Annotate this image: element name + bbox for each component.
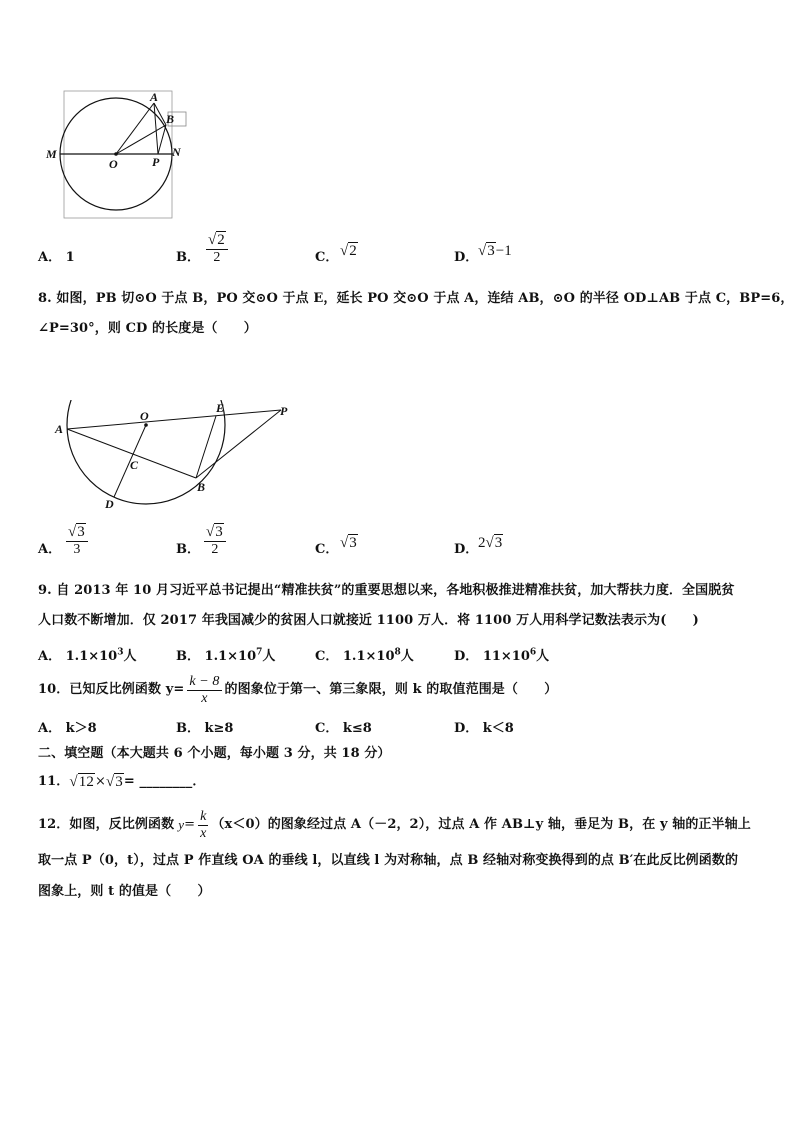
q10-prefix: 10．已知反比例函数 y= [38, 682, 185, 697]
q8-stem-line2: ∠P=30°，则 CD 的长度是（ ） [38, 321, 257, 336]
q12-line1-y: y [178, 817, 185, 832]
figure-q8 [50, 400, 300, 515]
figure-q8-label-e: E [216, 401, 225, 415]
q8-option-b-frac: $\frac{√3}{2}$ [204, 524, 226, 558]
q8-stem-line1: 8. 如图，PB 切⊙O 于点 B，PO 交⊙O 于点 E，延长 PO 交⊙O 于点 A，连结 AB，⊙O 的半径 OD⊥AB 于点 C，BP=6， [38, 291, 794, 306]
figure-q8-line-eb [196, 416, 216, 478]
q7-options [38, 232, 778, 276]
q8-option-c-value: √3 [340, 535, 357, 551]
q7-option-a: A． 1 [38, 250, 75, 265]
figure-q8-label-p: P [280, 404, 288, 418]
figure-q7-label-a: A [150, 90, 159, 104]
figure-q8-line-ap [67, 410, 281, 429]
q11-stem [38, 772, 205, 792]
figure-q8-label-b: B [197, 480, 206, 494]
q9-options [38, 645, 778, 665]
q12-line2: 取一点 P（0，t），过点 P 作直线 OA 的垂线 l，以直线 l 为对称轴，点 B 经轴对称变换得到的点 B′在此反比例函数的 [38, 853, 739, 868]
q11-prefix: 11． [38, 774, 70, 789]
q9-option-c: C． $1.1\times 10^8$人 [315, 647, 414, 664]
q8-option-a-letter: A． [38, 542, 62, 557]
figure-q7-label-n: N [172, 145, 181, 159]
q9-stem-line2: 人口数不断增加．仅 2017 年我国减少的贫困人口就接近 1100 万人．将 1100 万人用科学记数法表示为( ) [38, 613, 699, 628]
q10-option-c: C． k≤8 [315, 721, 372, 736]
q8-options [38, 523, 778, 567]
q9-option-a: A． $1.1\times 10^3$人 [38, 647, 137, 664]
q10-options [38, 717, 778, 737]
figure-q8-label-d: D [105, 497, 114, 511]
q8-option-c-letter: C． [315, 542, 339, 557]
q7-option-d-letter: D． [454, 250, 479, 265]
figure-q7-label-m: M [46, 147, 57, 161]
q11-times: × [94, 774, 106, 789]
q8-option-b-letter: B． [176, 542, 200, 557]
figure-q7-label-o: O [109, 157, 118, 171]
q11-sqrt-3: √3 [105, 774, 123, 790]
q7-option-b-frac: $\frac{√2}{2}$ [206, 232, 228, 266]
q11-sqrt-12: √12 [69, 774, 94, 790]
figure-q7-line-oa [116, 103, 154, 154]
figure-q7-line-ap [154, 103, 158, 154]
figure-q7-label-p: P [152, 155, 160, 169]
figure-q8-label-a: A [55, 422, 64, 436]
q11-suffix: = ________． [123, 774, 206, 789]
q12-line3: 图象上，则 t 的值是（ ） [38, 884, 211, 899]
q9-option-d: D． $11\times 10^6$人 [454, 647, 550, 664]
q7-option-d-value: √3−1 [478, 243, 512, 259]
q7-option-c-letter: C． [315, 250, 339, 265]
figure-q7-point-o [114, 152, 118, 156]
q12-line1-fraction: $\frac{k}{x}$ [200, 808, 207, 841]
q12-line1-suffix: （x＜0）的图象经过点 A（－2，2），过点 A 作 AB⊥y 轴，垂足为 B，在 y 轴的正半轴上 [211, 817, 751, 832]
figure-q7-label-b: B [166, 112, 175, 126]
figure-q8-label-o: O [140, 409, 149, 423]
section-2-heading: 二、填空题（本大题共 6 个小题，每小题 3 分，共 18 分） [38, 746, 391, 761]
figure-q8-label-c: C [130, 458, 139, 472]
q10-option-b: B． k≥8 [176, 721, 234, 736]
q10-fraction: $\frac{k - 8}{x}$ [189, 673, 220, 706]
figure-q7 [40, 88, 200, 223]
q8-option-a-frac: $\frac{√3}{3}$ [66, 524, 88, 558]
q10-suffix: 的图象位于第一、第三象限，则 k 的取值范围是（ ） [224, 682, 558, 697]
q12-line1-prefix: 12．如图，反比例函数 [38, 817, 175, 832]
figure-q7-line-ob [116, 125, 166, 154]
q10-option-a: A． k＞8 [38, 721, 97, 736]
q9-option-b: B． $1.1\times 10^7$人 [176, 647, 276, 664]
q7-option-c-value: √2 [340, 243, 357, 259]
q12-line1: 12．如图，反比例函数 y = $\frac{k}{x}$ （x＜0）的图象经过点 A（－2，2），过点 A 作 AB⊥y 轴，垂足为 B，在 y 轴的正半轴上 [38, 808, 751, 841]
q9-stem-line1: 9. 自 2013 年 10 月习近平总书记提出“精准扶贫”的重要思想以来，各地积极推进精准扶贫，加大帮扶力度．全国脱贫 [38, 583, 735, 598]
q10-option-d: D． k＜8 [454, 721, 514, 736]
q7-option-b-letter: B． [176, 250, 200, 265]
figure-q8-line-bp [196, 410, 281, 478]
figure-q8-point-o [144, 423, 148, 427]
q10-stem [38, 670, 557, 710]
q8-option-d-value: 2√3 [478, 535, 503, 551]
q8-option-d-letter: D． [454, 542, 479, 557]
